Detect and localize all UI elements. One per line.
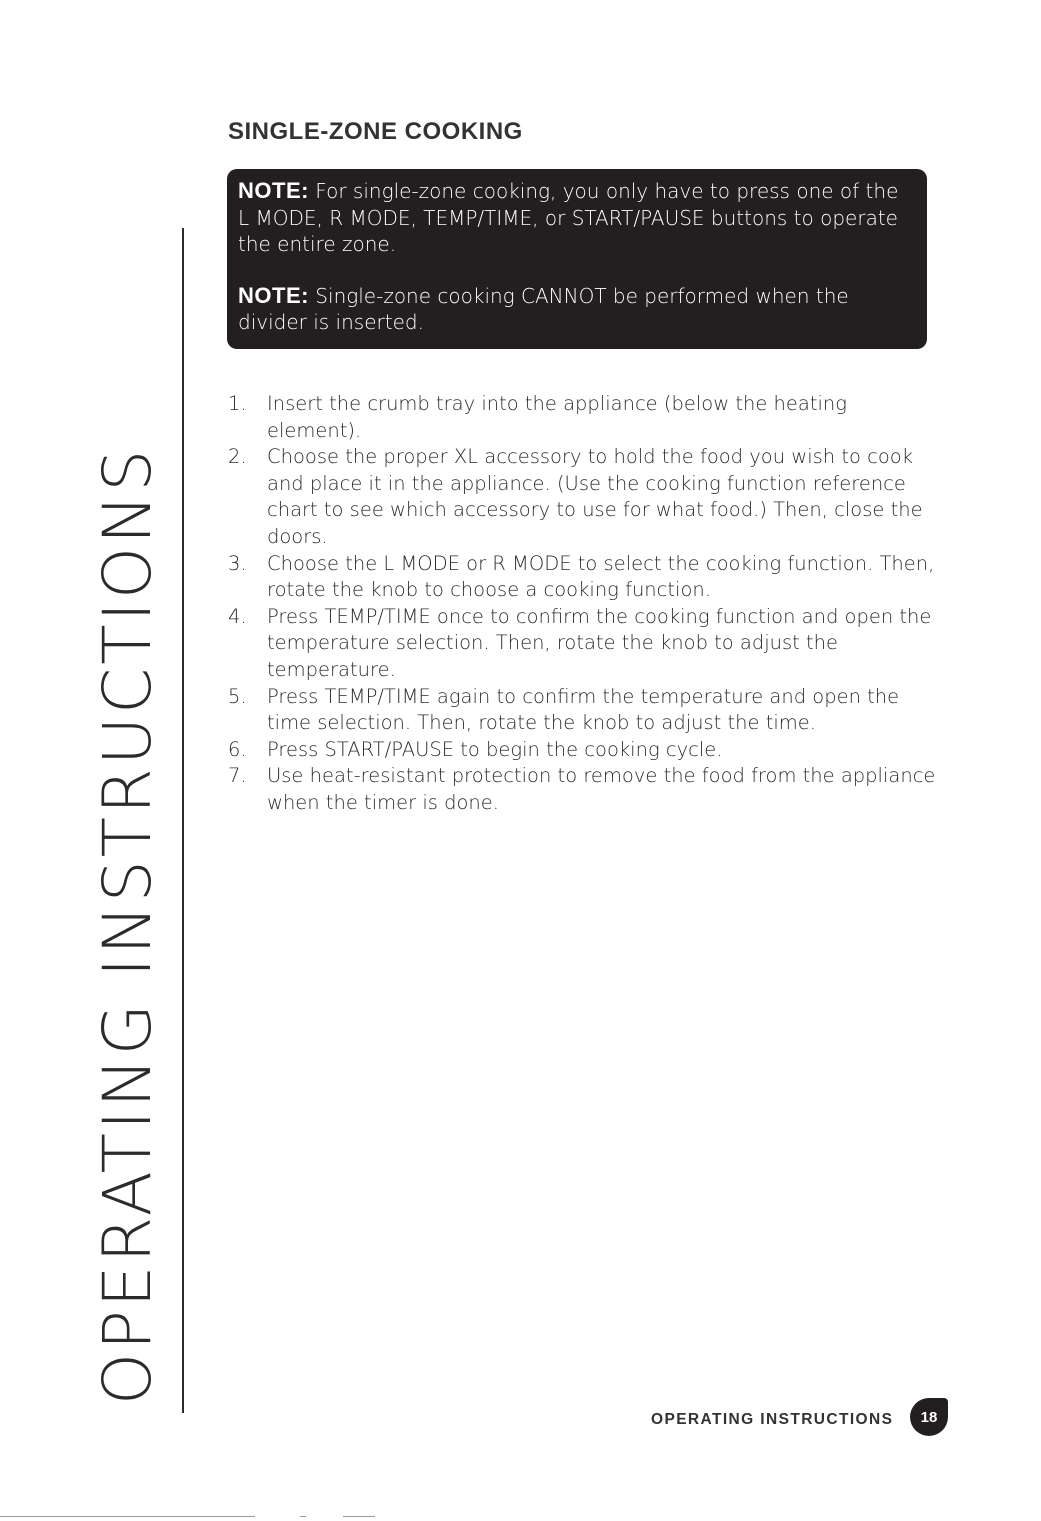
step-number: 6. (228, 737, 247, 761)
step-item (228, 763, 940, 816)
note-text: Single-zone cooking CANNOT be performed when the divider is inserted. (238, 283, 849, 334)
step-number: 1. (228, 392, 247, 415)
step-number: 7. (228, 764, 247, 788)
step-item (228, 551, 940, 604)
note-text: For single-zone cooking, you only have to press one of the L MODE, R MODE, TEMP/TIME, or START/PAUSE buttons to operate the entire zone. (238, 179, 899, 256)
step-text: Use heat-resistant protection to remove the food from the appliance when the timer is done. (267, 764, 936, 814)
note-label: NOTE: (238, 282, 309, 308)
note-divider-warning (238, 283, 915, 336)
page-number-badge: 18 (910, 1398, 948, 1436)
step-item (228, 684, 940, 737)
step-text: Choose the L MODE or R MODE to select the cooking function. Then, rotate the knob to choose a cooking function. (267, 551, 935, 602)
step-item (228, 391, 940, 444)
note-box (227, 169, 927, 349)
step-text: Press START/PAUSE to begin the cooking cycle. (267, 737, 723, 761)
step-number: 4. (228, 604, 247, 628)
step-item (228, 444, 940, 550)
sidebar-title: OPERATING INSTRUCTIONS (89, 446, 166, 1405)
step-text: Press TEMP/TIME again to confirm the temperature and open the time selection. Then, rotate the knob to adjust the time. (267, 684, 900, 735)
note-label: NOTE: (238, 178, 309, 203)
page-edge-marks (0, 1516, 1041, 1521)
step-number: 5. (228, 684, 247, 708)
step-item (228, 737, 940, 764)
step-text: Press TEMP/TIME once to confirm the cooking function and open the temperature selection. Then, rotate the knob to adjust the temperature. (267, 604, 932, 681)
step-item (228, 604, 940, 684)
step-text: Choose the proper XL accessory to hold the food you wish to cook and place it in the appliance. (Use the cooking function reference chart to see which accessory to use for what food.) Then, close the doors. (267, 445, 923, 548)
step-text: Insert the crumb tray into the appliance (below the heating element). (267, 392, 847, 442)
sidebar-divider (182, 228, 184, 1413)
steps-list (228, 391, 940, 817)
footer-section-label: OPERATING INSTRUCTIONS (651, 1411, 894, 1428)
step-number: 3. (228, 551, 247, 575)
step-number: 2. (228, 445, 247, 469)
section-title: SINGLE-ZONE COOKING (228, 118, 523, 145)
note-single-zone-buttons (238, 178, 915, 258)
